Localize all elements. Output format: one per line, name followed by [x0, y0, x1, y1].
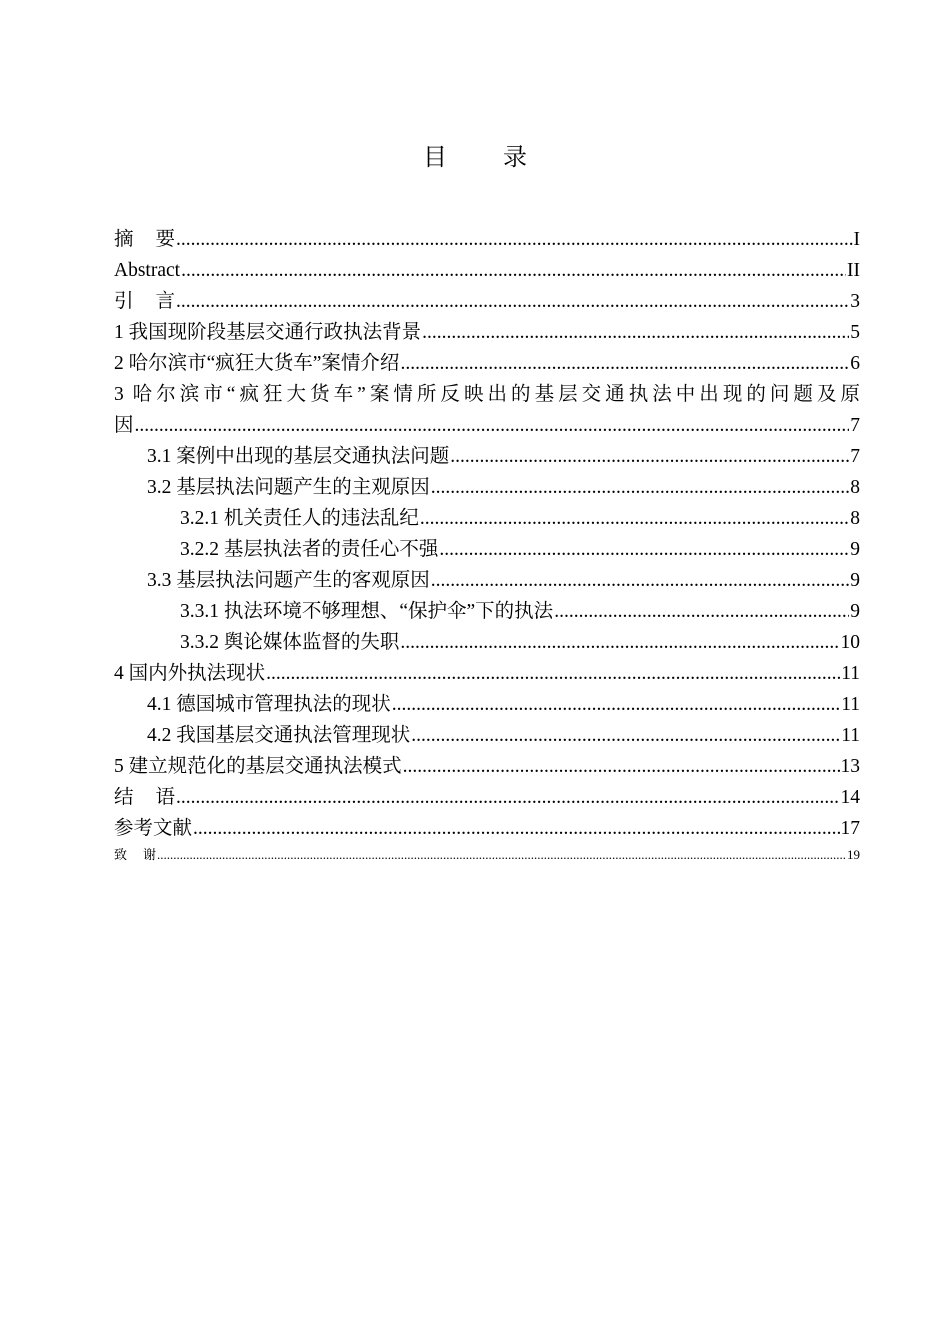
toc-entry-label: 3.2.1 机关责任人的违法乱纪 — [180, 508, 419, 529]
toc-entry-abstract-cn[interactable] — [114, 224, 860, 255]
dot-leader — [193, 813, 839, 844]
toc-entry-page: 9 — [850, 570, 860, 591]
dot-leader — [176, 782, 839, 813]
toc-entry-label: 3.3.1 执法环境不够理想、“保护伞”下的执法 — [180, 601, 554, 622]
toc-entry-page: I — [853, 229, 860, 250]
toc-entry-label: 4.2 我国基层交通执法管理现状 — [147, 725, 411, 746]
dot-leader — [450, 441, 849, 472]
dot-leader — [400, 348, 849, 379]
toc-entry-page: 7 — [850, 446, 860, 467]
toc-entry-chapter-3-line-1[interactable]: 3 哈尔滨市“疯狂大货车”案情所反映出的基层交通执法中出现的问题及原 — [114, 384, 860, 405]
toc-list — [114, 224, 860, 865]
toc-entry-section-3-2-1[interactable] — [114, 503, 860, 534]
toc-entry-label: 3.1 案例中出现的基层交通执法问题 — [147, 446, 450, 467]
toc-entry-label: 3.3 基层执法问题产生的客观原因 — [147, 570, 430, 591]
toc-title-char-1: 目 — [423, 145, 447, 171]
toc-entry-page: 19 — [847, 847, 860, 862]
toc-entry-label: Abstract — [114, 260, 181, 281]
toc-entry-page: 8 — [850, 477, 860, 498]
toc-entry-page: 11 — [841, 694, 860, 715]
toc-entry-section-4-1[interactable] — [114, 689, 860, 720]
dot-leader — [431, 565, 849, 596]
toc-entry-label: 引 言 — [114, 291, 176, 312]
toc-entry-page: 11 — [841, 663, 860, 684]
dot-leader — [181, 255, 846, 286]
toc-entry-page: 9 — [850, 601, 860, 622]
toc-entry-label: 5 建立规范化的基层交通执法模式 — [114, 756, 402, 777]
toc-entry-label: 摘 要 — [114, 229, 176, 250]
dot-leader — [176, 224, 852, 255]
toc-entry-label: 3.2.2 基层执法者的责任心不强 — [180, 539, 439, 560]
toc-entry-section-3-2[interactable] — [114, 472, 860, 503]
toc-entry-abstract-en[interactable] — [114, 255, 860, 286]
toc-entry-section-3-2-2[interactable] — [114, 534, 860, 565]
toc-entry-label: 参考文献 — [114, 818, 193, 839]
dot-leader — [176, 286, 849, 317]
dot-leader — [266, 658, 840, 689]
dot-leader — [554, 596, 849, 627]
toc-entry-label: 结 语 — [114, 787, 176, 808]
toc-entry-label: 致 谢 — [114, 847, 157, 862]
toc-entry-page: 13 — [840, 756, 860, 777]
toc-entry-label: 因 — [114, 415, 134, 436]
toc-entry-chapter-3-line-2[interactable] — [114, 410, 860, 441]
toc-entry-chapter-2[interactable] — [114, 348, 860, 379]
dot-leader — [411, 720, 840, 751]
toc-entry-references[interactable] — [114, 813, 860, 844]
dot-leader — [400, 627, 839, 658]
toc-entry-label: 2 哈尔滨市“疯狂大货车”案情介绍 — [114, 353, 400, 374]
dot-leader — [157, 845, 846, 865]
toc-entry-chapter-5[interactable] — [114, 751, 860, 782]
toc-entry-page: 17 — [840, 818, 860, 839]
toc-entry-acknowledgements[interactable] — [114, 845, 860, 865]
dot-leader — [420, 503, 849, 534]
toc-entry-chapter-4[interactable] — [114, 658, 860, 689]
toc-entry-page: 11 — [841, 725, 860, 746]
toc-entry-conclusion[interactable] — [114, 782, 860, 813]
toc-entry-page: 8 — [850, 508, 860, 529]
toc-entry-label: 1 我国现阶段基层交通行政执法背景 — [114, 322, 422, 343]
toc-entry-section-3-3-1[interactable] — [114, 596, 860, 627]
toc-entry-page: II — [847, 260, 860, 281]
toc-title — [0, 142, 950, 174]
dot-leader — [422, 317, 849, 348]
toc-entry-page: 9 — [850, 539, 860, 560]
toc-entry-label: 4.1 德国城市管理执法的现状 — [147, 694, 391, 715]
toc-entry-section-3-3-2[interactable] — [114, 627, 860, 658]
dot-leader — [431, 472, 849, 503]
toc-entry-page: 3 — [850, 291, 860, 312]
dot-leader — [392, 689, 840, 720]
dot-leader — [135, 410, 850, 441]
toc-entry-section-3-1[interactable] — [114, 441, 860, 472]
dot-leader — [403, 751, 840, 782]
toc-entry-page: 6 — [850, 353, 860, 374]
dot-leader — [439, 534, 849, 565]
toc-entry-section-3-3[interactable] — [114, 565, 860, 596]
toc-entry-page: 7 — [850, 415, 860, 436]
toc-entry-section-4-2[interactable] — [114, 720, 860, 751]
toc-entry-introduction[interactable] — [114, 286, 860, 317]
toc-entry-page: 14 — [840, 787, 860, 808]
toc-entry-label: 4 国内外执法现状 — [114, 663, 266, 684]
toc-entry-page: 10 — [840, 632, 860, 653]
toc-entry-chapter-1[interactable] — [114, 317, 860, 348]
toc-entry-page: 5 — [850, 322, 860, 343]
toc-entry-label: 3.2 基层执法问题产生的主观原因 — [147, 477, 430, 498]
toc-title-char-2: 录 — [503, 145, 527, 171]
toc-entry-label: 3.3.2 舆论媒体监督的失职 — [180, 632, 400, 653]
